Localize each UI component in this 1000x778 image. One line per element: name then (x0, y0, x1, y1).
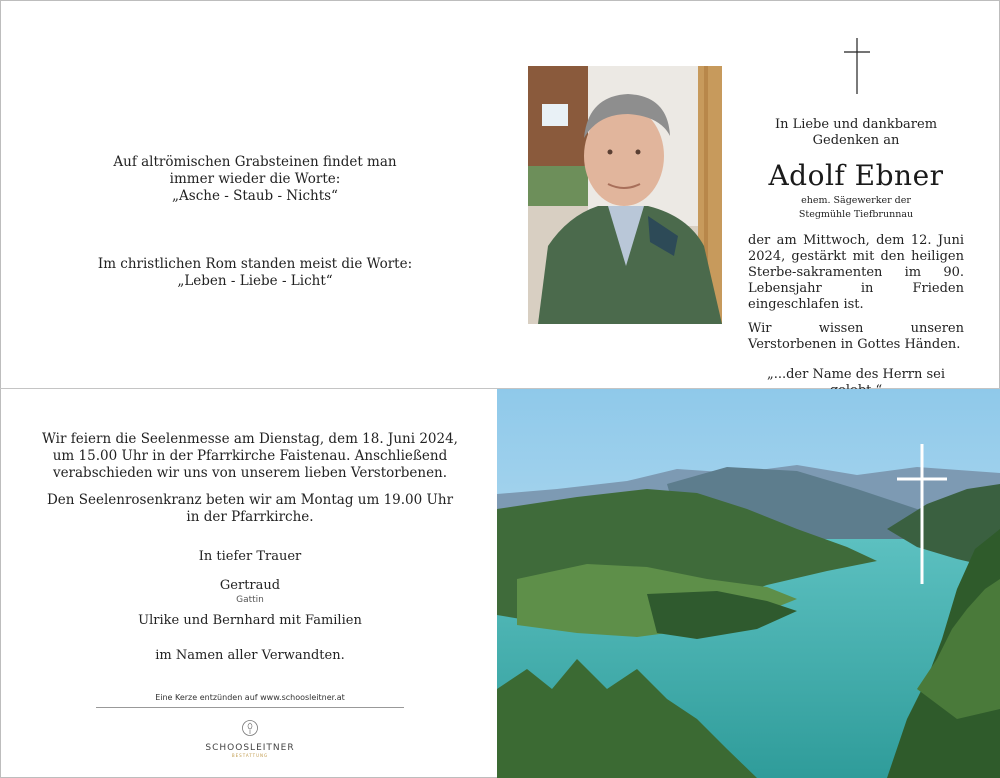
brand-logo (200, 719, 300, 758)
relatives-line: im Namen aller Verwandten. (155, 648, 345, 663)
lake-landscape-photo (497, 389, 1000, 778)
faith-statement: Wir wissen unseren Verstorbenen in Gottes Händen. (748, 321, 964, 352)
quote-line: „Asche - Staub - Nichts“ (172, 188, 338, 204)
child-name: Ulrike (138, 613, 180, 628)
mass-line: um 15.00 Uhr in der Pfarrkirche Faistenau. Anschließend (52, 448, 448, 464)
service-details (40, 431, 460, 664)
mass-line: Wir feiern die Seelenmesse am Dienstag, dem 18. Juni 2024, (42, 431, 458, 447)
quote-line: Im christlichen Rom standen meist die Worte: (97, 256, 413, 272)
rose-icon (241, 719, 259, 737)
closing-quote: „...der Name des Herrn sei (766, 367, 946, 382)
portrait-photo (528, 66, 722, 324)
rosary-paragraph (40, 492, 460, 526)
quote-block (60, 137, 450, 307)
intro-line: In Liebe und dankbarem (774, 117, 938, 132)
quote-line: „Leben - Liebe - Licht“ (177, 273, 333, 289)
mass-line: verabschieden wir uns von unserem lieben Verstorbenen. (52, 465, 448, 481)
families-note: mit Familien (279, 613, 362, 628)
child-name: Bernhard (212, 613, 276, 628)
children-line (40, 612, 460, 629)
death-notice: der am Mittwoch, dem 12. Juni 2024, gestärkt mit den heiligen Sterbe-sakramenten im 90. Lebensjahr in Frieden eingeschlafen ist. (748, 233, 964, 312)
quote-line: immer wieder die Worte: (169, 171, 341, 187)
rosary-line: Den Seelenrosenkranz beten wir am Montag um 19.00 Uhr (46, 492, 454, 508)
spouse-name: Gertraud (219, 578, 281, 593)
candle-link[interactable]: Eine Kerze entzünden auf www.schoosleitner.at (155, 693, 345, 702)
brand-name: SCHOOSLEITNER (205, 743, 295, 753)
occupation-line: Stegmühle Tiefbrunnau (798, 209, 914, 220)
occupation-line: ehem. Sägewerker der (801, 195, 911, 206)
rosary-line: in der Pfarrkirche. (186, 509, 314, 525)
memorial-text (748, 117, 964, 399)
spouse-role: Gattin (236, 595, 264, 605)
divider (96, 707, 404, 708)
cross-icon (842, 38, 872, 94)
quote-line: Auf altrömischen Grabsteinen findet man (113, 154, 397, 170)
brand-subtitle: BESTATTUNG (231, 753, 269, 758)
mass-paragraph (40, 431, 460, 482)
intro-line: Gedenken an (812, 133, 900, 148)
mourning-heading: In tiefer Trauer (198, 549, 302, 564)
conjunction: und (183, 613, 209, 628)
deceased-name: Adolf Ebner (768, 159, 944, 192)
